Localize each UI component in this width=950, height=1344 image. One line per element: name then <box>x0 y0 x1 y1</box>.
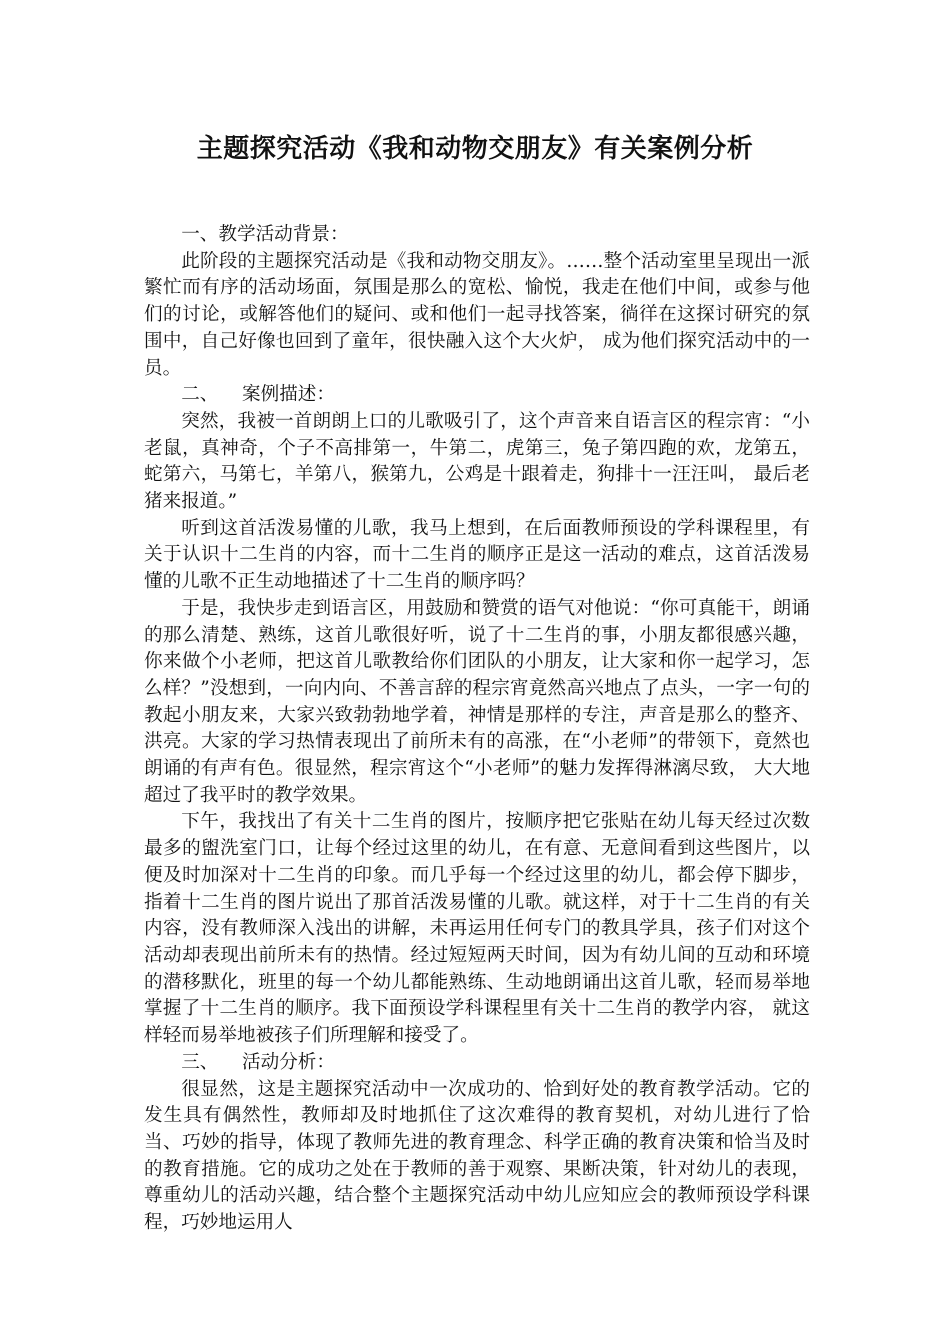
section-heading-analysis: 三、 活动分析： <box>181 1051 335 1073</box>
paragraph-afternoon-pictures: 下午，我找出了有关十二生肖的图片，按顺序把它张贴在幼儿每天经过次数最多的盥洗室门口，让每个经过这里的幼儿，在有意、无意间看到这些图片，以便及时加深对十二生肖的印象。而几乎每一个经过这里的幼儿，都会停下脚步，指着十二生肖的图片说出了那首活泼易懂的儿歌。就这样，对于十二生肖的有关内容，没有教师深入浅出的讲解，未再运用任何专门的教具学具，孩子们对这个活动却表现出前所未有的热情。经过短短两天时间，因为有幼儿间的互动和环境的潜移默化，班里的每一个幼儿都能熟练、生动地朗诵出这首儿歌，轻而易举地掌握了十二生肖的顺序。我下面预设学科课程里有关十二生肖的教学内容， 就这样轻而易举地被孩子们所理解和接受了。 <box>144 811 810 1047</box>
paragraph-background: 此阶段的主题探究活动是《我和动物交朋友》。……整个活动室里呈现出一派繁忙而有序的活动场面，氛围是那么的宽松、愉悦，我走在他们中间，或参与他们的讨论，或解答他们的疑问、或和他们一起寻找答案，徜徉在这探讨研究的氛围中，自己好像也回到了童年，很快融入这个大火炉， 成为他们探究活动中的一员。 <box>144 250 810 379</box>
document-body <box>144 222 810 1237</box>
paragraph-zodiac-idea: 听到这首活泼易懂的儿歌，我马上想到，在后面教师预设的学科课程里，有关于认识十二生肖的内容，而十二生肖的顺序正是这一活动的难点，这首活泼易懂的儿歌不正生动地描述了十二生肖的顺序吗？ <box>144 517 810 593</box>
paragraph-nursery-rhyme: 突然，我被一首朗朗上口的儿歌吸引了，这个声音来自语言区的程宗宵：“小老鼠，真神奇，个子不高排第一，牛第二，虎第三，兔子第四跑的欢，龙第五，蛇第六，马第七，羊第八，猴第九，公鸡是十跟着走，狗排十一汪汪叫， 最后老猪来报道。” <box>144 410 810 513</box>
document-title: 主题探究活动《我和动物交朋友》有关案例分析 <box>196 134 754 164</box>
paragraph-little-teacher: 于是，我快步走到语言区，用鼓励和赞赏的语气对他说：“你可真能干，朗诵的那么清楚、熟练，这首儿歌很好听，说了十二生肖的事，小朋友都很感兴趣，你来做个小老师，把这首儿歌教给你们团队的小朋友，让大家和你一起学习，怎么样？”没想到，一向内向、不善言辞的程宗宵竟然高兴地点了点头，一字一句的教起小朋友来，大家兴致勃勃地学着，神情是那样的专注，声音是那么的整齐、洪亮。大家的学习热情表现出了前所未有的高涨，在“小老师”的带领下，竟然也朗诵的有声有色。很显然，程宗宵这个“小老师”的魅力发挥得淋漓尽致， 大大地超过了我平时的教学效果。 <box>144 597 810 806</box>
paragraph-analysis: 很显然，这是主题探究活动中一次成功的、恰到好处的教育教学活动。它的发生具有偶然性，教师却及时地抓住了这次难得的教育契机，对幼儿进行了恰当、巧妙的指导，体现了教师先进的教育理念、科学正确的教育决策和恰当及时的教育措施。它的成功之处在于教师的善于观察、果断决策，针对幼儿的表现，尊重幼儿的活动兴趣，结合整个主题探究活动中幼儿应知应会的教师预设学科课程，巧妙地运用人 <box>144 1078 810 1234</box>
section-heading-background: 一、教学活动背景： <box>181 224 349 245</box>
section-heading-case-description: 二、 案例描述： <box>181 384 335 406</box>
